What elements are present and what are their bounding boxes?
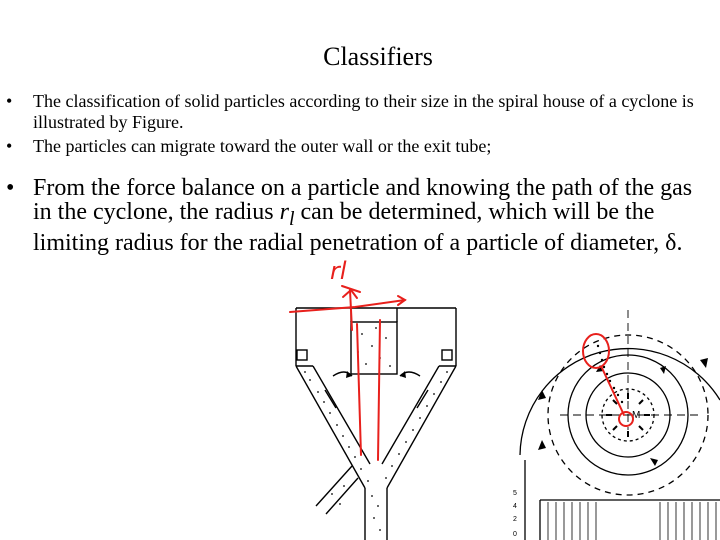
handwritten-rl-note: rl <box>330 257 347 285</box>
scale-label: 4 <box>513 503 517 510</box>
bullet-item <box>6 91 706 133</box>
bullet-text: The particles can migrate toward the outer wall or the exit tube; <box>33 136 492 156</box>
scale-label: 0 <box>513 531 517 538</box>
bullet-marker: • <box>6 136 13 156</box>
scale-label: 5 <box>513 490 517 497</box>
bullet-text: The classification of solid particles according to their size in the spiral house of a cyclone is illustrated by Figure. <box>33 91 694 132</box>
spiral-view-drawing <box>520 310 720 540</box>
radius-symbol: r <box>279 199 289 225</box>
slide-title: Classifiers <box>323 42 433 71</box>
bullet-item-main <box>6 176 706 255</box>
bullet-text-part1: From the force balance on a particle and knowing the path of the gas in the cyclone, the radius <box>33 175 693 225</box>
bullet-list-small <box>6 91 706 160</box>
bullet-marker: • <box>6 91 13 111</box>
radius-subscript: l <box>288 207 295 230</box>
red-annotations <box>290 286 633 460</box>
scale-labels <box>513 490 517 538</box>
bullet-text-part2: can be determined, which will be the limiting radius for the radial penetration of a particle of diameter, δ. <box>33 199 683 256</box>
cyclone-section-drawing <box>296 308 456 540</box>
bullet-item <box>6 136 706 157</box>
scale-label: 2 <box>513 516 517 523</box>
center-label-m: M <box>632 410 641 421</box>
bullet-marker: • <box>6 175 15 201</box>
bullet-list-main <box>6 176 706 255</box>
cyclone-figure <box>0 250 720 540</box>
particle-dots <box>304 327 448 531</box>
hatching <box>548 502 716 540</box>
